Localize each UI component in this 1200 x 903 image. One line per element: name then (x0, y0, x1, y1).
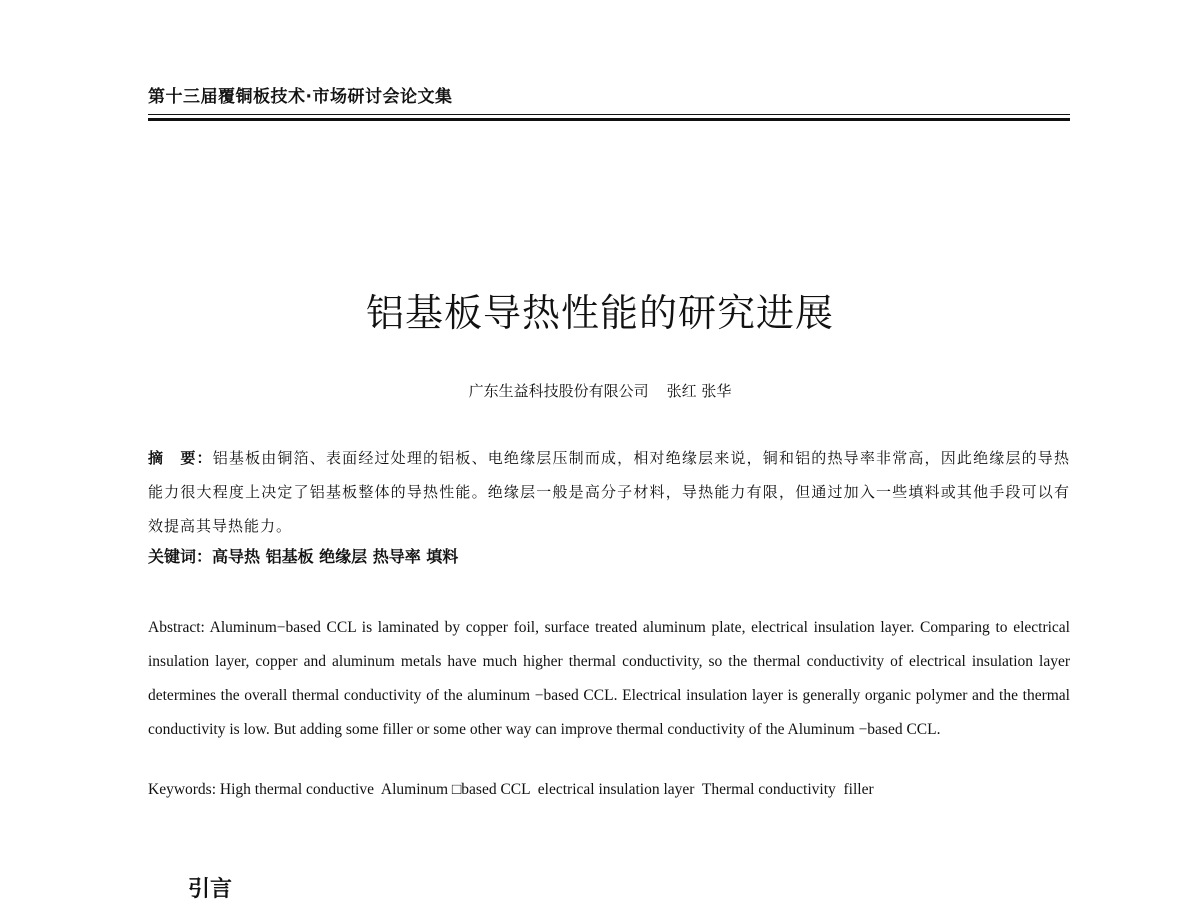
chinese-abstract-text: 铝基板由铜箔、表面经过处理的铝板、电绝缘层压制而成，相对绝缘层来说，铜和铝的热导率非常高，因此绝缘层的导热能力很大程度上决定了铝基板整体的导热性能。绝缘层一般是高分子材料，导热能力有限，但通过加入一些填料或其他手段可以有效提高其导热能力。 (148, 449, 1070, 535)
journal-header-title: 第十三届覆铜板技术·市场研讨会论文集 (148, 87, 453, 107)
chinese-keywords (148, 544, 458, 567)
chinese-abstract-label: 摘 要： (148, 449, 213, 467)
byline (0, 380, 1200, 401)
section-heading-introduction: 引言 (188, 877, 233, 902)
english-abstract (148, 611, 1070, 747)
english-keywords-label: Keywords: (148, 781, 220, 798)
chinese-abstract (148, 441, 1070, 543)
chinese-keywords-text: 高导热 铝基板 绝缘层 热导率 填料 (212, 547, 459, 566)
affiliation: 广东生益科技股份有限公司 (468, 382, 649, 400)
chinese-keywords-label: 关键词： (148, 547, 213, 566)
paper-title: 铝基板导热性能的研究进展 (365, 291, 834, 335)
english-abstract-label: Abstract: (148, 619, 210, 636)
authors: 张红 张华 (666, 382, 732, 400)
english-keywords-text: High thermal conductive Aluminum □based CCL electrical insulation layer Thermal conductivity filler (219, 781, 874, 798)
header-rule-thick (148, 118, 1070, 121)
english-abstract-text: Aluminum−based CCL is laminated by copper foil, surface treated aluminum plate, electrical insulation layer. Comparing to electrical insulation layer, copper and aluminum metals have much higher thermal conductivity, so the thermal conductivity of electrical insulation layer determines the overall thermal conductivity of the aluminum −based CCL. Electrical insulation layer is generally organic polymer and the thermal conductivity is low. But adding some filler or some other way can improve thermal conductivity of the Aluminum −based CCL. (148, 619, 1070, 738)
english-keywords (148, 781, 1070, 799)
header-rule-thin (148, 114, 1070, 115)
